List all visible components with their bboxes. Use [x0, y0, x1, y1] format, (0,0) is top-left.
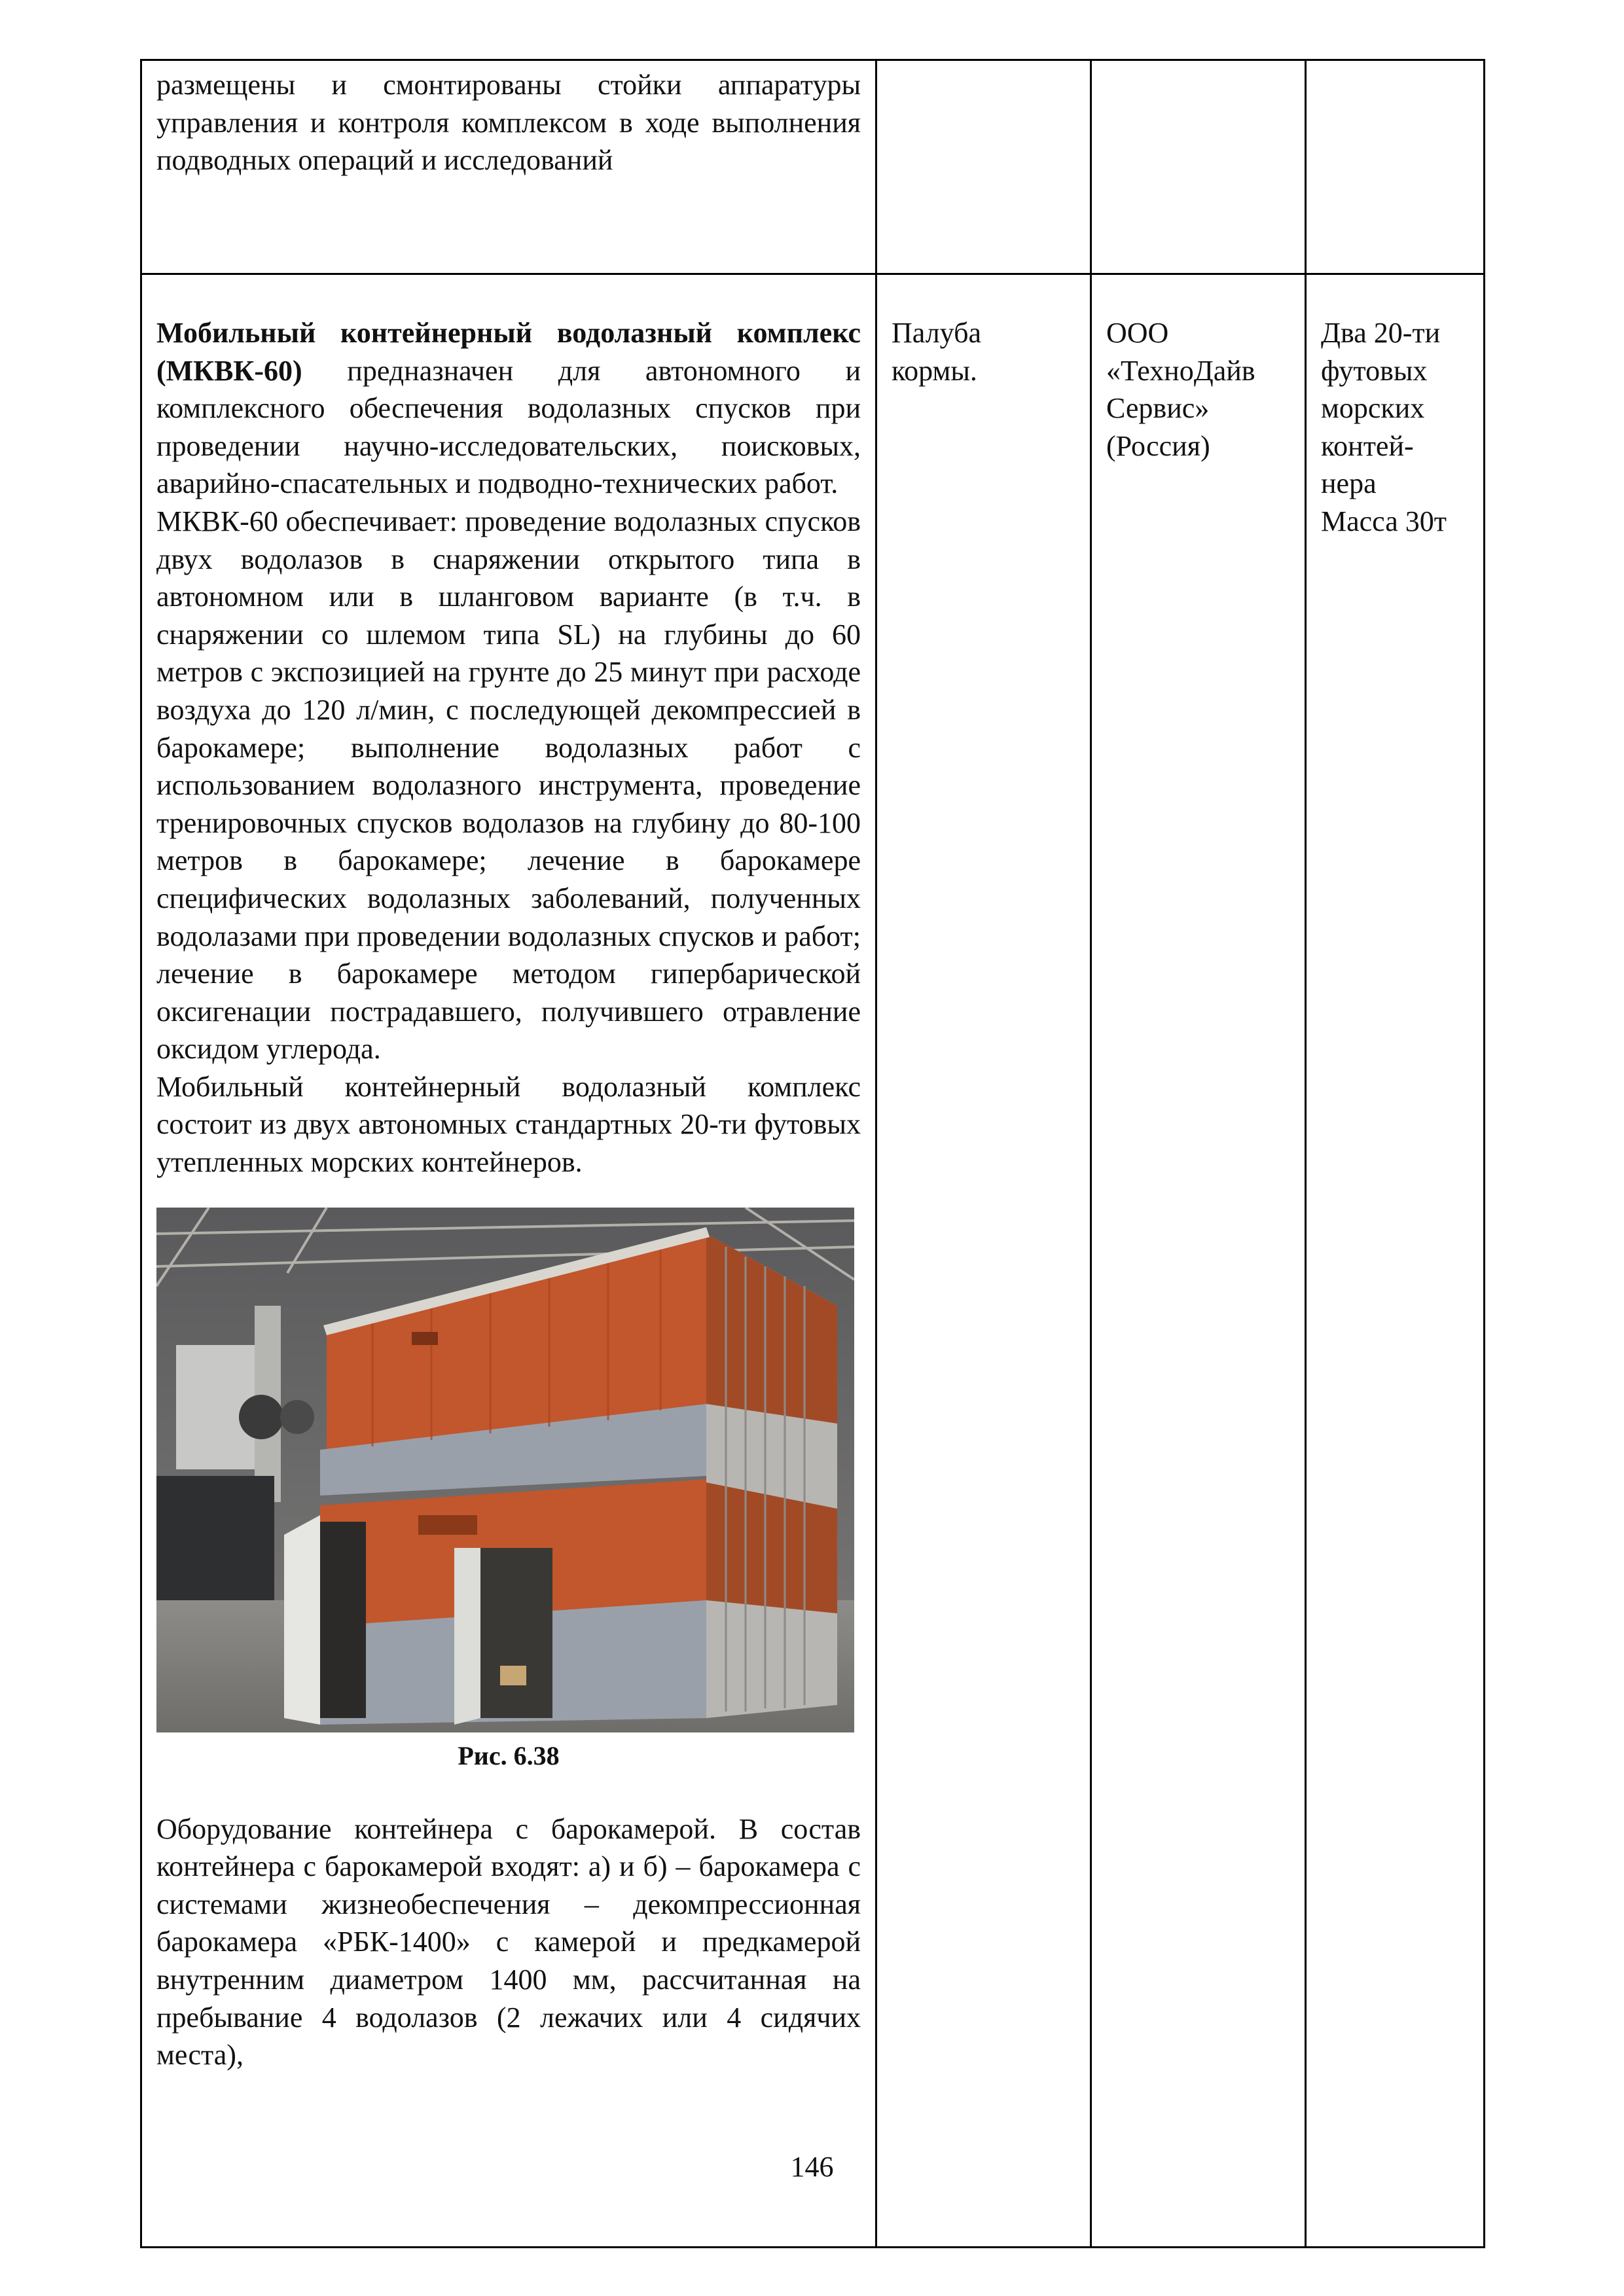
- supplier-line: «ТехноДайв: [1106, 354, 1255, 387]
- continued-text: размещены и смонтированы стойки аппаратуры управления и контроля комплексом в ходе выполнения подводных операций и исследований: [156, 69, 861, 177]
- description-cell: [141, 60, 876, 274]
- specs-line: нера: [1321, 467, 1377, 500]
- specs-line: морских: [1321, 392, 1425, 425]
- figure-caption: Рис. 6.38: [458, 1740, 560, 1770]
- location-line: Палуба: [892, 317, 981, 349]
- capabilities-paragraph: МКВК-60 обеспечивает: проведение водолазных спусков двух водолазов в снаряжении открытого типа в автономном или в шланговом варианте (в т.ч. в снаряжении со шлемом типа SL) на глубины до 60 метров с экспозицией на грунте до 25 минут при расходе воздуха до 120 л/мин, с последующей декомпрессией в барокамере; выполнение водолазных работ с использованием водолазного инструмента, проведение тренировочных спусков водолазов на глубину до 80-100 метров в барокамере; лечение в барокамере специфических водолазных заболеваний, полученных водолазами при проведении водолазных спусков и работ; лечение в барокамере методом гипербарической оксигенации пострадавшего, получившего отравление оксидом углерода.: [156, 505, 861, 1066]
- empty-cell: [876, 60, 1091, 274]
- specs-line: Два 20-ти: [1321, 317, 1441, 349]
- container-photo: [156, 1208, 854, 1732]
- supplier-line: (Россия): [1106, 429, 1210, 462]
- specs-line: футовых: [1321, 354, 1428, 387]
- supplier-cell: [1091, 274, 1306, 2248]
- intro-rest: предназначен для автономного и комплексного обеспечения водолазных спусков при проведении научно-исследовательских, поисковых, аварийно-спасательных и подводно-технических работ.: [156, 354, 861, 500]
- intro-paragraph: [156, 314, 861, 503]
- supplier-line: ООО: [1106, 317, 1169, 349]
- supplier-line: Сервис»: [1106, 392, 1210, 425]
- complex-title: Мобильный контейнерный водолазный комплекс (МКВК-60): [156, 317, 861, 387]
- page-number: 146: [790, 2151, 834, 2183]
- equipment-table: [140, 59, 1485, 2248]
- specs-line: контей-: [1321, 429, 1414, 462]
- description-cell: [141, 274, 876, 2248]
- location-line: кормы.: [892, 354, 977, 387]
- equipment-paragraph: Оборудование контейнера с барокамерой. В состав контейнера с барокамерой входят: а) и б) – барокамера с системами жизнеобеспечения – декомпрессионная барокамера «РБК-1400» с камерой и предкамерой внутренним диаметром 1400 мм, рассчитанная на пребывание 4 водолазов (2 лежачих или 4 сидячих места),: [156, 1812, 861, 2072]
- specs-line: Масса 30т: [1321, 505, 1447, 537]
- empty-cell: [1091, 60, 1306, 274]
- composition-paragraph: Мобильный контейнерный водолазный комплекс состоит из двух автономных стандартных 20-ти футовых утепленных морских контейнеров.: [156, 1070, 861, 1179]
- location-cell: [876, 274, 1091, 2248]
- specs-cell: [1306, 274, 1485, 2248]
- table-row: [141, 60, 1485, 274]
- table-row: [141, 274, 1485, 2248]
- empty-cell: [1306, 60, 1485, 274]
